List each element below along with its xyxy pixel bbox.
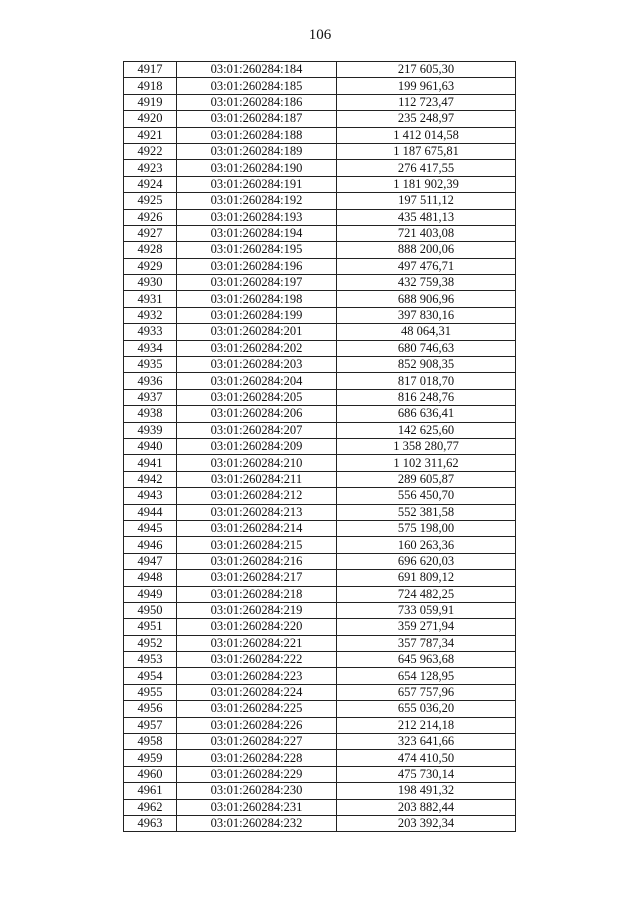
table-row [124, 652, 516, 668]
row-number-cell: 4956 [124, 701, 177, 717]
table-row [124, 799, 516, 815]
table-row [124, 471, 516, 487]
row-number-cell: 4937 [124, 389, 177, 405]
row-number-cell: 4933 [124, 324, 177, 340]
table-row [124, 373, 516, 389]
row-number-cell: 4960 [124, 766, 177, 782]
cadastral-number-cell: 03:01:260284:190 [177, 160, 337, 176]
cadastral-number-cell: 03:01:260284:216 [177, 553, 337, 569]
row-number-cell: 4949 [124, 586, 177, 602]
table-row [124, 357, 516, 373]
cadastral-number-cell: 03:01:260284:223 [177, 668, 337, 684]
row-number-cell: 4941 [124, 455, 177, 471]
cadastral-number-cell: 03:01:260284:209 [177, 438, 337, 454]
cadastral-number-cell: 03:01:260284:218 [177, 586, 337, 602]
row-number-cell: 4961 [124, 783, 177, 799]
table-row [124, 488, 516, 504]
table-row [124, 275, 516, 291]
table-row [124, 324, 516, 340]
page-number: 106 [308, 27, 332, 43]
cadastral-number-cell: 03:01:260284:193 [177, 209, 337, 225]
value-cell: 112 723,47 [337, 94, 516, 110]
cadastral-number-cell: 03:01:260284:189 [177, 143, 337, 159]
table-row [124, 734, 516, 750]
cadastral-number-cell: 03:01:260284:205 [177, 389, 337, 405]
row-number-cell: 4926 [124, 209, 177, 225]
row-number-cell: 4928 [124, 242, 177, 258]
cadastral-number-cell: 03:01:260284:187 [177, 111, 337, 127]
table-row [124, 176, 516, 192]
value-cell: 217 605,30 [337, 62, 516, 78]
value-cell: 397 830,16 [337, 307, 516, 323]
value-cell: 359 271,94 [337, 619, 516, 635]
cadastral-number-cell: 03:01:260284:198 [177, 291, 337, 307]
cadastral-number-cell: 03:01:260284:215 [177, 537, 337, 553]
row-number-cell: 4923 [124, 160, 177, 176]
row-number-cell: 4953 [124, 652, 177, 668]
table-row [124, 127, 516, 143]
value-cell: 680 746,63 [337, 340, 516, 356]
value-cell: 142 625,60 [337, 422, 516, 438]
value-cell: 435 481,13 [337, 209, 516, 225]
value-cell: 203 392,34 [337, 815, 516, 831]
table-row [124, 455, 516, 471]
row-number-cell: 4927 [124, 225, 177, 241]
row-number-cell: 4957 [124, 717, 177, 733]
cadastral-number-cell: 03:01:260284:184 [177, 62, 337, 78]
value-cell: 654 128,95 [337, 668, 516, 684]
cadastral-number-cell: 03:01:260284:228 [177, 750, 337, 766]
row-number-cell: 4925 [124, 193, 177, 209]
table-row [124, 242, 516, 258]
cadastral-number-cell: 03:01:260284:186 [177, 94, 337, 110]
value-cell: 1 102 311,62 [337, 455, 516, 471]
value-cell: 724 482,25 [337, 586, 516, 602]
cadastral-number-cell: 03:01:260284:206 [177, 406, 337, 422]
table-row [124, 520, 516, 536]
row-number-cell: 4920 [124, 111, 177, 127]
value-cell: 197 511,12 [337, 193, 516, 209]
table-row [124, 193, 516, 209]
table-row [124, 62, 516, 78]
row-number-cell: 4919 [124, 94, 177, 110]
row-number-cell: 4922 [124, 143, 177, 159]
row-number-cell: 4939 [124, 422, 177, 438]
table-row [124, 783, 516, 799]
table-row [124, 225, 516, 241]
value-cell: 721 403,08 [337, 225, 516, 241]
cadastral-number-cell: 03:01:260284:199 [177, 307, 337, 323]
row-number-cell: 4934 [124, 340, 177, 356]
table-row [124, 307, 516, 323]
row-number-cell: 4963 [124, 815, 177, 831]
row-number-cell: 4962 [124, 799, 177, 815]
cadastral-number-cell: 03:01:260284:188 [177, 127, 337, 143]
cadastral-number-cell: 03:01:260284:226 [177, 717, 337, 733]
table-row [124, 291, 516, 307]
cadastral-number-cell: 03:01:260284:191 [177, 176, 337, 192]
row-number-cell: 4921 [124, 127, 177, 143]
table-row [124, 406, 516, 422]
cadastral-number-cell: 03:01:260284:220 [177, 619, 337, 635]
value-cell: 655 036,20 [337, 701, 516, 717]
value-cell: 691 809,12 [337, 570, 516, 586]
value-cell: 817 018,70 [337, 373, 516, 389]
row-number-cell: 4951 [124, 619, 177, 635]
value-cell: 552 381,58 [337, 504, 516, 520]
table-row [124, 602, 516, 618]
value-cell: 475 730,14 [337, 766, 516, 782]
value-cell: 474 410,50 [337, 750, 516, 766]
row-number-cell: 4924 [124, 176, 177, 192]
table-row [124, 94, 516, 110]
value-cell: 432 759,38 [337, 275, 516, 291]
table-row [124, 586, 516, 602]
value-cell: 160 263,36 [337, 537, 516, 553]
table-row [124, 422, 516, 438]
table-row [124, 553, 516, 569]
row-number-cell: 4917 [124, 62, 177, 78]
value-cell: 199 961,63 [337, 78, 516, 94]
cadastral-number-cell: 03:01:260284:195 [177, 242, 337, 258]
row-number-cell: 4935 [124, 357, 177, 373]
cadastral-number-cell: 03:01:260284:207 [177, 422, 337, 438]
cadastral-number-cell: 03:01:260284:230 [177, 783, 337, 799]
value-cell: 688 906,96 [337, 291, 516, 307]
value-cell: 816 248,76 [337, 389, 516, 405]
value-cell: 1 412 014,58 [337, 127, 516, 143]
row-number-cell: 4929 [124, 258, 177, 274]
table-row [124, 717, 516, 733]
row-number-cell: 4948 [124, 570, 177, 586]
value-cell: 575 198,00 [337, 520, 516, 536]
row-number-cell: 4940 [124, 438, 177, 454]
cadastral-number-cell: 03:01:260284:204 [177, 373, 337, 389]
row-number-cell: 4936 [124, 373, 177, 389]
value-cell: 696 620,03 [337, 553, 516, 569]
value-cell: 357 787,34 [337, 635, 516, 651]
value-cell: 657 757,96 [337, 684, 516, 700]
table-row [124, 143, 516, 159]
cadastral-number-cell: 03:01:260284:224 [177, 684, 337, 700]
value-cell: 497 476,71 [337, 258, 516, 274]
row-number-cell: 4932 [124, 307, 177, 323]
table-row [124, 619, 516, 635]
cadastral-number-cell: 03:01:260284:227 [177, 734, 337, 750]
row-number-cell: 4938 [124, 406, 177, 422]
cadastral-number-cell: 03:01:260284:203 [177, 357, 337, 373]
value-cell: 1 187 675,81 [337, 143, 516, 159]
cadastral-number-cell: 03:01:260284:192 [177, 193, 337, 209]
cadastral-number-cell: 03:01:260284:229 [177, 766, 337, 782]
table-row [124, 160, 516, 176]
cadastral-number-cell: 03:01:260284:222 [177, 652, 337, 668]
table-row [124, 504, 516, 520]
row-number-cell: 4944 [124, 504, 177, 520]
value-cell: 733 059,91 [337, 602, 516, 618]
cadastral-number-cell: 03:01:260284:202 [177, 340, 337, 356]
value-cell: 852 908,35 [337, 357, 516, 373]
cadastral-number-cell: 03:01:260284:213 [177, 504, 337, 520]
table-row [124, 537, 516, 553]
table-row [124, 570, 516, 586]
table-row [124, 701, 516, 717]
table-row [124, 684, 516, 700]
value-cell: 645 963,68 [337, 652, 516, 668]
row-number-cell: 4930 [124, 275, 177, 291]
cadastral-number-cell: 03:01:260284:185 [177, 78, 337, 94]
row-number-cell: 4947 [124, 553, 177, 569]
value-cell: 323 641,66 [337, 734, 516, 750]
table-row [124, 258, 516, 274]
row-number-cell: 4931 [124, 291, 177, 307]
cadastral-number-cell: 03:01:260284:225 [177, 701, 337, 717]
row-number-cell: 4952 [124, 635, 177, 651]
table-row [124, 340, 516, 356]
cadastral-number-cell: 03:01:260284:217 [177, 570, 337, 586]
row-number-cell: 4942 [124, 471, 177, 487]
cadastral-number-cell: 03:01:260284:219 [177, 602, 337, 618]
table-row [124, 668, 516, 684]
table-body [124, 62, 516, 832]
row-number-cell: 4946 [124, 537, 177, 553]
cadastral-number-cell: 03:01:260284:221 [177, 635, 337, 651]
value-cell: 289 605,87 [337, 471, 516, 487]
cadastral-number-cell: 03:01:260284:196 [177, 258, 337, 274]
value-cell: 198 491,32 [337, 783, 516, 799]
cadastral-number-cell: 03:01:260284:197 [177, 275, 337, 291]
cadastral-number-cell: 03:01:260284:231 [177, 799, 337, 815]
cadastral-number-cell: 03:01:260284:212 [177, 488, 337, 504]
value-cell: 203 882,44 [337, 799, 516, 815]
cadastral-number-cell: 03:01:260284:214 [177, 520, 337, 536]
row-number-cell: 4945 [124, 520, 177, 536]
table-row [124, 389, 516, 405]
cadastral-number-cell: 03:01:260284:211 [177, 471, 337, 487]
value-cell: 1 181 902,39 [337, 176, 516, 192]
table-row [124, 78, 516, 94]
value-cell: 212 214,18 [337, 717, 516, 733]
cadastral-number-cell: 03:01:260284:194 [177, 225, 337, 241]
row-number-cell: 4950 [124, 602, 177, 618]
table-row [124, 209, 516, 225]
row-number-cell: 4958 [124, 734, 177, 750]
table-row [124, 111, 516, 127]
value-cell: 1 358 280,77 [337, 438, 516, 454]
row-number-cell: 4943 [124, 488, 177, 504]
value-cell: 235 248,97 [337, 111, 516, 127]
value-cell: 276 417,55 [337, 160, 516, 176]
cadastral-number-cell: 03:01:260284:210 [177, 455, 337, 471]
table-row [124, 815, 516, 831]
cadastral-number-cell: 03:01:260284:201 [177, 324, 337, 340]
table-row [124, 438, 516, 454]
row-number-cell: 4959 [124, 750, 177, 766]
table-row [124, 635, 516, 651]
value-cell: 686 636,41 [337, 406, 516, 422]
table-row [124, 750, 516, 766]
value-cell: 888 200,06 [337, 242, 516, 258]
cadastral-value-table [123, 61, 516, 832]
row-number-cell: 4918 [124, 78, 177, 94]
value-cell: 48 064,31 [337, 324, 516, 340]
row-number-cell: 4954 [124, 668, 177, 684]
row-number-cell: 4955 [124, 684, 177, 700]
value-cell: 556 450,70 [337, 488, 516, 504]
table-row [124, 766, 516, 782]
cadastral-number-cell: 03:01:260284:232 [177, 815, 337, 831]
